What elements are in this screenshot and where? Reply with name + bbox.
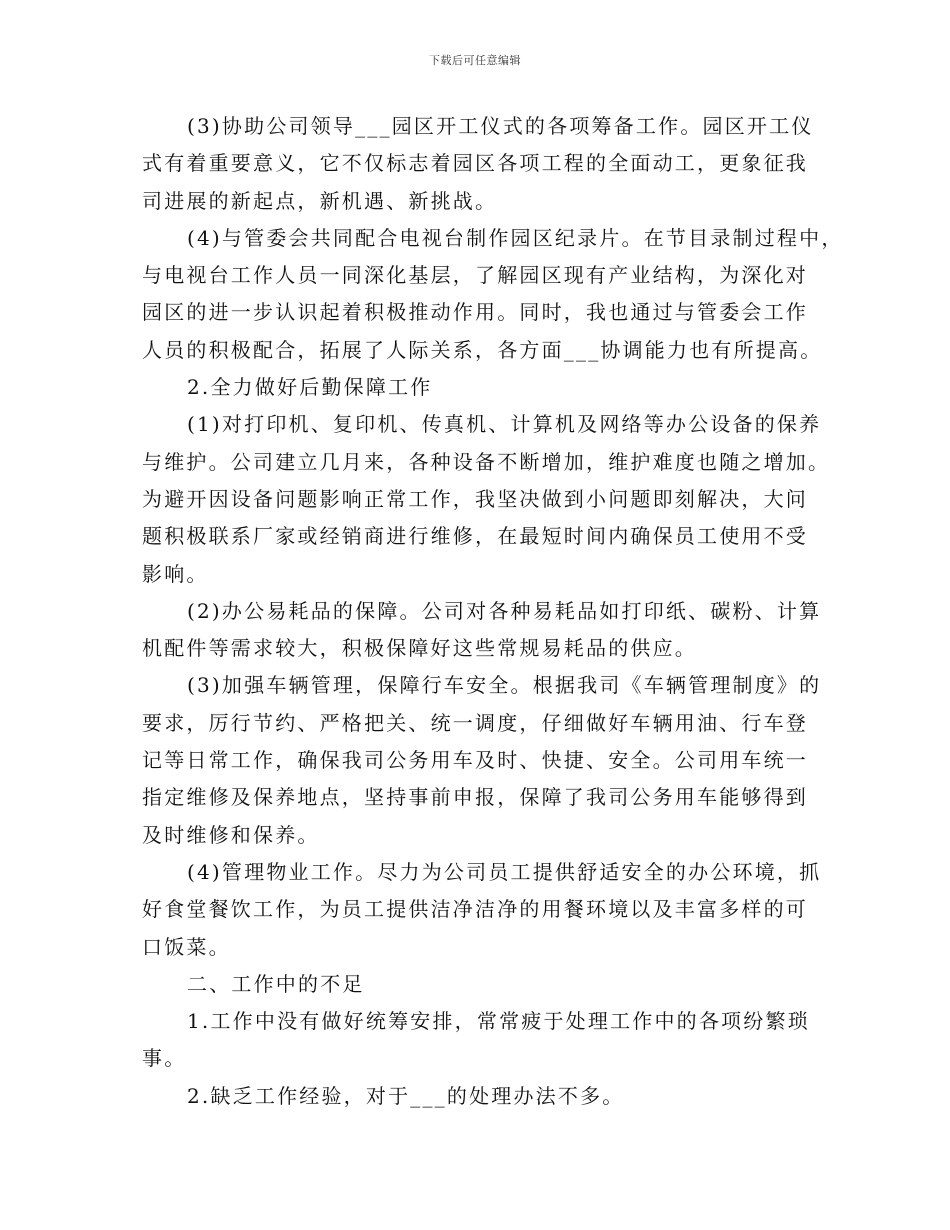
text-line: 人员的积极配合，拓展了人际关系，各方面___协调能力也有所提高。 (142, 337, 823, 362)
text-line: (3)加强车辆管理，保障行车安全。根据我司《车辆管理制度》的 (187, 673, 822, 698)
text-line: 指定维修及保养地点，坚持事前申报，保障了我司公务用车能够得到 (142, 785, 808, 810)
text-line: (2)办公易耗品的保障。公司对各种易耗品如打印纸、碳粉、计算 (187, 598, 822, 623)
text-line: 二、工作中的不足 (187, 971, 365, 996)
text-line: (3)协助公司领导___园区开工仪式的各项筹备工作。园区开工仪 (187, 114, 814, 138)
text-line: 口饭菜。 (142, 934, 231, 959)
page-header: 下载后可任意编辑 (429, 54, 521, 67)
text-line: 园区的进一步认识起着积极推动作用。同时，我也通过与管委会工作 (142, 300, 808, 325)
text-line: 为避开因设备问题影响正常工作，我坚决做到小问题即刻解决，大问 (142, 486, 808, 511)
text-line: (4)管理物业工作。尽力为公司员工提供舒适安全的办公环境，抓 (187, 859, 822, 884)
text-line: 事。 (142, 1046, 187, 1071)
text-line: 好食堂餐饮工作，为员工提供洁净洁净的用餐环境以及丰富多样的可 (142, 897, 808, 922)
text-line: 司进展的新起点，新机遇、新挑战。 (142, 188, 498, 213)
text-line: 及时维修和保养。 (142, 822, 320, 847)
text-line: 与维护。公司建立几月来，各种设备不断增加，维护难度也随之增加。 (142, 449, 831, 474)
text-line: 式有着重要意义，它不仅标志着园区各项工程的全面动工，更象征我 (142, 151, 808, 176)
text-line: 2.全力做好后勤保障工作 (187, 375, 433, 400)
text-line: 题积极联系厂家或经销商进行维修，在最短时间内确保员工使用不受 (142, 524, 808, 549)
text-line: 与电视台工作人员一同深化基层，了解园区现有产业结构，为深化对 (142, 263, 808, 288)
text-line: 影响。 (142, 561, 209, 586)
text-line: (1)对打印机、复印机、传真机、计算机及网络等办公设备的保养 (187, 412, 822, 437)
text-line: 2.缺乏工作经验，对于___的处理办法不多。 (187, 1083, 625, 1108)
text-line: (4)与管委会共同配合电视台制作园区纪录片。在节目录制过程中， (187, 225, 844, 250)
text-line: 要求，厉行节约、严格把关、统一调度，仔细做好车辆用油、行车登 (142, 710, 808, 735)
text-line: 1.工作中没有做好统筹安排，常常疲于处理工作中的各项纷繁琐 (187, 1009, 810, 1034)
text-line: 机配件等需求较大，积极保障好这些常规易耗品的供应。 (142, 636, 697, 661)
text-line: 记等日常工作，确保我司公务用车及时、快捷、安全。公司用车统一 (142, 748, 808, 773)
document-body (142, 108, 844, 1115)
